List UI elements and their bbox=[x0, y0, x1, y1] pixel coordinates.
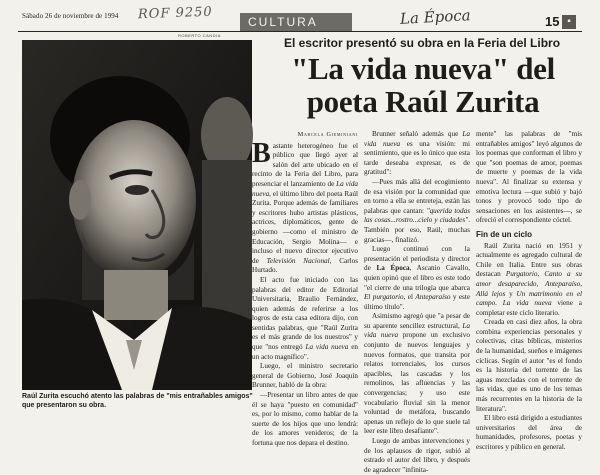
section-tag: CULTURA bbox=[240, 13, 352, 31]
dropcap: B bbox=[252, 137, 271, 169]
paragraph: Asimismo agregó que "a pesar de su aparente sencillez estructural, La vida nueva propone un exclusivo conjunto de nuevos lenguajes y nuevos formatos, que transita por relatos torrenciales, los cursos apacibles, las cascadas y los remolinos, las afluencias y las convergencias; y uso este vocabulario fluvial sin la menor voluntad de metáfora, buscando apenas un reflejo de lo que suele tal leer este libro desafiante". bbox=[364, 312, 470, 436]
handwritten-archive-code: ROF 9250 bbox=[137, 4, 213, 23]
article-headline: "La vida nueva" del poeta Raúl Zurita bbox=[291, 51, 555, 119]
paragraph: Bastante heterogéneo fue el público que llegó ayer al salón del arte ubicado en el recinto de la Feria del Libro, para presenciar el lanzamiento de La vida nueva, el último libro del poeta Raúl Zurita. Porque además de familiares y escritores hubo artistas plásticos, actrices, diplomáticos, gente de gobierno —como el ministro de Educación, Sergio Molina— e incluso el nuevo director ejecutivo de Televisión Nacional, Carlos Hurtado. bbox=[252, 137, 359, 275]
header-rule bbox=[18, 31, 582, 32]
photo-credit: ROBERTO CANDIA bbox=[178, 33, 221, 38]
paragraph: mente" las palabras de "mis entrañables amigos" leyó algunos de los poemas que conforman el libro y que "son poemas de amor, poemas de muerte y poemas de la vida nueva". Al finalizar su extensa y emotiva lectura —que subió y bajó tonos y provocó todo tipo de sensaciones en los asistentes—, se ofreció el correspondiente cóctel. bbox=[476, 130, 582, 225]
article-kicker: El escritor presentó su obra en la Feria del Libro bbox=[283, 36, 561, 50]
paragraph: —Pues más allá del ecogimiento de esa visión por la comunidad que en torno a ella se entreteja, están las palabras que cantan: "querida todas las cosas...rostro...cielo y ciudades". También por eso, Raúl, muchas gracias—, finalizó. bbox=[364, 177, 471, 244]
article-column-3 bbox=[476, 130, 582, 453]
paragraph: —Presentar un libro antes de que él se haya "puesto en comunidad" es, por lo mismo, como hablar de la suerte de los hijos que uno lendrá: de los amores venideros; de la fortuna que nos depara el destino. bbox=[252, 391, 358, 447]
article-column-1 bbox=[252, 130, 358, 449]
paragraph: Luego, el ministro secretario general de Gobierno, José Joaquín Brunner, habló de la obra: bbox=[252, 362, 358, 390]
paragraph: Brunner señaló además que La vida nueva es una visión: mi sentimiento, que es lo único que esta tarde deseaba expresar, es de gratitud": bbox=[364, 130, 470, 177]
paragraph: Luego de ambas intervenciones y de los aplausos de rigor, subió al estrado el autor del libro, y después de agradecer "infinita- bbox=[364, 437, 470, 474]
page-marker-icon: ▪ bbox=[562, 15, 576, 29]
page-number: 15 bbox=[545, 14, 560, 29]
subheading: Fin de un ciclo bbox=[476, 229, 533, 239]
paragraph: Luego continuó con la presentación el periodista y director de La Época, Ascanio Cavallo, quien opinó que el libro es este todo "el cierre de una trilogía que abarca El purgatorio, el Anteparaíso y este último título". bbox=[364, 245, 471, 311]
newspaper-logo: La Época bbox=[399, 6, 472, 28]
portrait-image bbox=[22, 40, 252, 390]
paragraph: Raúl Zurita nació en 1951 y actualmente es agregado cultural de Chile en Italia. Entre sus obras destacan Purgatorio, Canto a su amor desaparecido, Anteparaíso, Allá lejos y Un matrimonio en el campo. La vida nueva viene a completar este ciclo literario. bbox=[476, 241, 583, 317]
dateline: Sábado 26 de noviembre de 1994 bbox=[22, 12, 119, 20]
photo-caption: Raúl Zurita escuchó atento las palabras de "mis entrañables amigos" que presentaron su obra. bbox=[22, 393, 253, 409]
paragraph: Creada en casi diez años, la obra combina experiencias personales y colectivas, citas bíblicas, misterios de la humanidad, sueños e imágenes cíclicas. Según el autor "es el fondo es la historia del torrente de las aguas mezcladas con el torrente de las vidas, que es uno de los temas más recurrentes en la historia de la literatura". bbox=[476, 318, 582, 413]
portrait-photo bbox=[22, 40, 252, 390]
byline: Marcela Gieminiani bbox=[297, 131, 358, 138]
paragraph: El acto fue iniciado con las palabras del editor de Editorial Universitaria, Braulio Fernández, quien además de referirse a los logros de esta casa editora dijo, con sentidas palabras, que "Raúl Zurita es el más grande de los nuestros" y que "nos entregó La vida nueva en un acto magnífico". bbox=[252, 275, 359, 361]
article-column-2 bbox=[364, 130, 470, 475]
paragraph: El libro está dirigido a estudiantes universitarios del área de humanidades, profesores, poetas y escritores y público en general. bbox=[476, 414, 583, 451]
